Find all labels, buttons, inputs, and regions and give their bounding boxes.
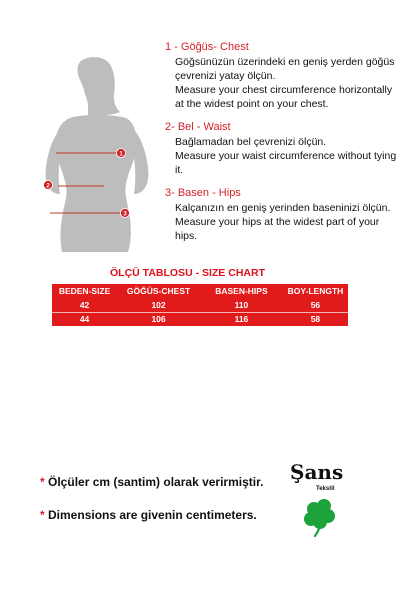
brand-logo — [290, 462, 360, 540]
brand-name: Şans — [290, 460, 344, 484]
instruction-text-tr: Kalçanızın en geniş yerinden baseninizi ölçün. — [175, 202, 391, 214]
body-measurement-figure — [30, 52, 155, 252]
header-length: BOY-LENGTH — [283, 284, 348, 298]
instruction-text-en: Measure your chest circumference horizontally at the widest point on your chest. — [175, 84, 393, 110]
instruction-waist — [165, 120, 397, 177]
note-asterisk: * — [40, 475, 45, 489]
note-text: Ölçüler cm (santim) olarak verirmiştir. — [48, 475, 264, 489]
instruction-title: 3- Basen - Hips — [165, 187, 241, 199]
marker-3 — [121, 209, 130, 218]
cell-hips: 110 — [200, 298, 283, 312]
clover-icon — [300, 496, 342, 538]
instruction-text-en: Measure your waist circumference without tying it. — [175, 150, 397, 176]
marker-1 — [117, 149, 126, 158]
brand-subtitle: Tekstil — [316, 486, 335, 492]
silhouette-shape — [46, 57, 149, 252]
cell-length: 58 — [283, 312, 348, 326]
svg-text:1: 1 — [119, 151, 123, 158]
note-asterisk: * — [40, 508, 45, 522]
instruction-text-en: Measure your hips at the widest part of your hips. — [175, 216, 380, 242]
instruction-title: 1 - Göğüs- Chest — [165, 41, 249, 53]
cell-hips: 116 — [200, 312, 283, 326]
cell-size: 44 — [52, 312, 117, 326]
instruction-chest — [165, 40, 397, 111]
marker-2 — [44, 181, 53, 190]
instruction-title: 2- Bel - Waist — [165, 121, 231, 133]
size-chart-title: ÖLÇÜ TABLOSU - SIZE CHART — [110, 267, 265, 279]
cell-chest: 106 — [117, 312, 200, 326]
svg-text:3: 3 — [123, 211, 127, 218]
cell-size: 42 — [52, 298, 117, 312]
table-header-row — [52, 284, 348, 298]
header-hips: BASEN-HIPS — [200, 284, 283, 298]
header-size: BEDEN-SIZE — [52, 284, 117, 298]
cell-chest: 102 — [117, 298, 200, 312]
svg-text:2: 2 — [46, 183, 50, 190]
table-row — [52, 312, 348, 326]
note-text: Dimensions are givenin centimeters. — [48, 508, 257, 522]
instruction-text-tr: Göğsünüzün üzerindeki en geniş yerden göğüs çevrenizi yatay ölçün. — [175, 56, 395, 82]
measurement-instructions — [165, 40, 397, 252]
instruction-text-tr: Bağlamadan bel çevrenizi ölçün. — [175, 136, 327, 148]
note-units-en — [40, 508, 257, 522]
instruction-hips — [165, 186, 397, 243]
header-chest: GÖĞÜS-CHEST — [117, 284, 200, 298]
table-row — [52, 298, 348, 312]
size-chart-table — [52, 284, 348, 326]
note-units-tr — [40, 475, 263, 489]
cell-length: 56 — [283, 298, 348, 312]
